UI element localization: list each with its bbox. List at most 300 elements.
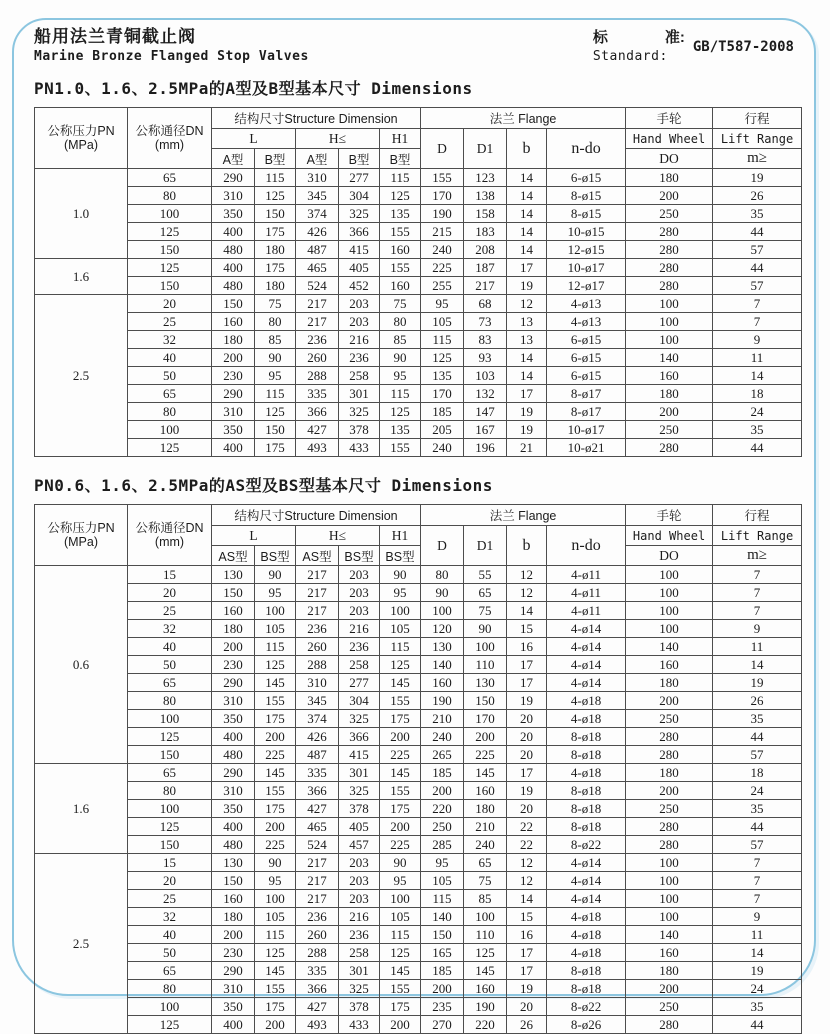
dn-cell: 65 bbox=[128, 764, 212, 782]
dn-cell: 100 bbox=[128, 998, 212, 1016]
dn-cell: 150 bbox=[128, 241, 212, 259]
value-cell: 180 bbox=[212, 620, 255, 638]
value-cell: 85 bbox=[464, 890, 507, 908]
value-cell: 155 bbox=[380, 439, 421, 457]
value-cell: 217 bbox=[464, 277, 507, 295]
value-cell: 250 bbox=[626, 710, 713, 728]
value-cell: 145 bbox=[464, 764, 507, 782]
value-cell: 350 bbox=[212, 421, 255, 439]
value-cell: 14 bbox=[713, 944, 802, 962]
value-cell: 100 bbox=[380, 602, 421, 620]
value-cell: 310 bbox=[212, 403, 255, 421]
value-cell: 465 bbox=[296, 818, 339, 836]
value-cell: 236 bbox=[296, 331, 339, 349]
value-cell: 426 bbox=[296, 223, 339, 241]
dn-cell: 32 bbox=[128, 620, 212, 638]
value-cell: 14 bbox=[507, 349, 547, 367]
value-cell: 14 bbox=[507, 169, 547, 187]
header-lift-sym: m≥ bbox=[713, 149, 802, 169]
value-cell: 200 bbox=[626, 403, 713, 421]
value-cell: 217 bbox=[296, 566, 339, 584]
table-row bbox=[35, 728, 802, 746]
value-cell: 405 bbox=[339, 818, 380, 836]
value-cell: 100 bbox=[255, 890, 296, 908]
value-cell: 17 bbox=[507, 656, 547, 674]
value-cell: 493 bbox=[296, 1016, 339, 1034]
dimensions-table-a-b bbox=[34, 107, 802, 457]
value-cell: 9 bbox=[713, 620, 802, 638]
value-cell: 175 bbox=[255, 439, 296, 457]
value-cell: 135 bbox=[380, 421, 421, 439]
value-cell: 180 bbox=[626, 169, 713, 187]
dn-cell: 50 bbox=[128, 944, 212, 962]
value-cell: 105 bbox=[255, 908, 296, 926]
value-cell: 345 bbox=[296, 187, 339, 205]
value-cell: 200 bbox=[212, 638, 255, 656]
header-b: b bbox=[507, 129, 547, 169]
header-handwheel-en: Hand Wheel bbox=[626, 526, 713, 546]
value-cell: 220 bbox=[464, 1016, 507, 1034]
value-cell: 90 bbox=[380, 854, 421, 872]
value-cell: 44 bbox=[713, 223, 802, 241]
value-cell: 100 bbox=[626, 908, 713, 926]
value-cell: 175 bbox=[255, 710, 296, 728]
value-cell: 190 bbox=[421, 692, 464, 710]
value-cell: 200 bbox=[255, 818, 296, 836]
value-cell: 255 bbox=[421, 277, 464, 295]
value-cell: 95 bbox=[255, 584, 296, 602]
value-cell: 378 bbox=[339, 998, 380, 1016]
value-cell: 44 bbox=[713, 818, 802, 836]
value-cell: 75 bbox=[464, 602, 507, 620]
value-cell: 125 bbox=[380, 187, 421, 205]
header-handwheel-en: Hand Wheel bbox=[626, 129, 713, 149]
dn-cell: 80 bbox=[128, 403, 212, 421]
value-cell: 14 bbox=[507, 205, 547, 223]
value-cell: 433 bbox=[339, 1016, 380, 1034]
value-cell: 185 bbox=[421, 764, 464, 782]
value-cell: 260 bbox=[296, 349, 339, 367]
value-cell: 4-ø11 bbox=[547, 584, 626, 602]
value-cell: 187 bbox=[464, 259, 507, 277]
dn-cell: 65 bbox=[128, 385, 212, 403]
table-row bbox=[35, 908, 802, 926]
value-cell: 155 bbox=[380, 692, 421, 710]
table-row bbox=[35, 782, 802, 800]
header-handwheel-sym: DO bbox=[626, 149, 713, 169]
value-cell: 4-ø11 bbox=[547, 566, 626, 584]
value-cell: 8-ø22 bbox=[547, 998, 626, 1016]
value-cell: 65 bbox=[464, 854, 507, 872]
header-pressure-cn: 公称压力PN bbox=[47, 521, 115, 535]
value-cell: 160 bbox=[380, 241, 421, 259]
value-cell: 17 bbox=[507, 944, 547, 962]
table-row bbox=[35, 872, 802, 890]
header-dn bbox=[128, 108, 212, 169]
value-cell: 236 bbox=[339, 349, 380, 367]
value-cell: 4-ø18 bbox=[547, 692, 626, 710]
value-cell: 125 bbox=[380, 944, 421, 962]
value-cell: 378 bbox=[339, 800, 380, 818]
table-header bbox=[35, 505, 802, 566]
header-D: D bbox=[421, 129, 464, 169]
dn-cell: 125 bbox=[128, 439, 212, 457]
value-cell: 288 bbox=[296, 367, 339, 385]
value-cell: 19 bbox=[507, 782, 547, 800]
pressure-group-cell: 0.6 bbox=[35, 566, 128, 764]
value-cell: 350 bbox=[212, 205, 255, 223]
header-dn-unit: (mm) bbox=[154, 138, 185, 152]
value-cell: 250 bbox=[626, 421, 713, 439]
value-cell: 200 bbox=[380, 818, 421, 836]
table-row bbox=[35, 800, 802, 818]
value-cell: 200 bbox=[626, 782, 713, 800]
value-cell: 236 bbox=[296, 908, 339, 926]
value-cell: 11 bbox=[713, 926, 802, 944]
value-cell: 240 bbox=[464, 836, 507, 854]
dn-cell: 50 bbox=[128, 656, 212, 674]
value-cell: 8-ø18 bbox=[547, 800, 626, 818]
standard-value: GB/T587-2008 bbox=[692, 38, 794, 55]
value-cell: 160 bbox=[380, 277, 421, 295]
value-cell: 68 bbox=[464, 295, 507, 313]
table-row bbox=[35, 241, 802, 259]
dn-cell: 65 bbox=[128, 169, 212, 187]
value-cell: 203 bbox=[339, 872, 380, 890]
table-row bbox=[35, 439, 802, 457]
value-cell: 20 bbox=[507, 998, 547, 1016]
value-cell: 105 bbox=[421, 313, 464, 331]
value-cell: 115 bbox=[421, 890, 464, 908]
value-cell: 100 bbox=[380, 890, 421, 908]
value-cell: 167 bbox=[464, 421, 507, 439]
value-cell: 415 bbox=[339, 746, 380, 764]
value-cell: 85 bbox=[380, 331, 421, 349]
value-cell: 285 bbox=[421, 836, 464, 854]
value-cell: 200 bbox=[255, 728, 296, 746]
dn-cell: 125 bbox=[128, 728, 212, 746]
pressure-group-cell: 2.5 bbox=[35, 295, 128, 457]
table-row bbox=[35, 710, 802, 728]
dn-cell: 20 bbox=[128, 295, 212, 313]
header-pressure-cn: 公称压力PN bbox=[47, 124, 115, 138]
value-cell: 90 bbox=[255, 566, 296, 584]
value-cell: 280 bbox=[626, 818, 713, 836]
table-row bbox=[35, 385, 802, 403]
value-cell: 150 bbox=[212, 584, 255, 602]
value-cell: 95 bbox=[380, 584, 421, 602]
value-cell: 57 bbox=[713, 746, 802, 764]
header-H-typeA: A型 bbox=[296, 149, 339, 169]
value-cell: 138 bbox=[464, 187, 507, 205]
value-cell: 35 bbox=[713, 710, 802, 728]
value-cell: 19 bbox=[713, 962, 802, 980]
value-cell: 73 bbox=[464, 313, 507, 331]
value-cell: 7 bbox=[713, 854, 802, 872]
table-row bbox=[35, 980, 802, 998]
value-cell: 26 bbox=[507, 1016, 547, 1034]
header-handwheel-cn: 手轮 bbox=[626, 108, 713, 129]
value-cell: 14 bbox=[507, 223, 547, 241]
dn-cell: 125 bbox=[128, 259, 212, 277]
value-cell: 22 bbox=[507, 836, 547, 854]
header-handwheel-cn: 手轮 bbox=[626, 505, 713, 526]
value-cell: 8-ø15 bbox=[547, 205, 626, 223]
value-cell: 160 bbox=[464, 782, 507, 800]
value-cell: 290 bbox=[212, 674, 255, 692]
value-cell: 196 bbox=[464, 439, 507, 457]
value-cell: 217 bbox=[296, 890, 339, 908]
value-cell: 90 bbox=[255, 854, 296, 872]
section-title-table2: PN0.6、1.6、2.5MPa的AS型及BS型基本尺寸 Dimensions bbox=[34, 476, 493, 495]
value-cell: 277 bbox=[339, 674, 380, 692]
value-cell: 4-ø18 bbox=[547, 944, 626, 962]
value-cell: 217 bbox=[296, 872, 339, 890]
value-cell: 158 bbox=[464, 205, 507, 223]
table-row bbox=[35, 764, 802, 782]
value-cell: 110 bbox=[464, 656, 507, 674]
value-cell: 200 bbox=[212, 926, 255, 944]
value-cell: 8-ø18 bbox=[547, 746, 626, 764]
value-cell: 140 bbox=[421, 908, 464, 926]
value-cell: 155 bbox=[380, 782, 421, 800]
header-ndo: n-do bbox=[547, 129, 626, 169]
header-L-typeA: AS型 bbox=[212, 546, 255, 566]
value-cell: 12 bbox=[507, 566, 547, 584]
header-H1: H1 bbox=[380, 129, 421, 149]
value-cell: 9 bbox=[713, 908, 802, 926]
value-cell: 85 bbox=[255, 331, 296, 349]
value-cell: 155 bbox=[421, 169, 464, 187]
value-cell: 145 bbox=[255, 674, 296, 692]
value-cell: 26 bbox=[713, 187, 802, 205]
value-cell: 180 bbox=[626, 962, 713, 980]
value-cell: 20 bbox=[507, 710, 547, 728]
value-cell: 75 bbox=[380, 295, 421, 313]
value-cell: 258 bbox=[339, 656, 380, 674]
document-page bbox=[12, 18, 816, 1034]
value-cell: 100 bbox=[421, 602, 464, 620]
table-body bbox=[35, 169, 802, 457]
value-cell: 90 bbox=[380, 349, 421, 367]
value-cell: 225 bbox=[255, 836, 296, 854]
value-cell: 236 bbox=[339, 926, 380, 944]
value-cell: 225 bbox=[464, 746, 507, 764]
value-cell: 208 bbox=[464, 241, 507, 259]
value-cell: 4-ø14 bbox=[547, 872, 626, 890]
header-dn-unit: (mm) bbox=[154, 535, 185, 549]
value-cell: 12 bbox=[507, 295, 547, 313]
value-cell: 6-ø15 bbox=[547, 367, 626, 385]
title-chinese: 船用法兰青铜截止阀 bbox=[34, 27, 196, 46]
table-row bbox=[35, 998, 802, 1016]
value-cell: 160 bbox=[464, 980, 507, 998]
value-cell: 4-ø18 bbox=[547, 908, 626, 926]
header-L: L bbox=[212, 526, 296, 546]
dn-cell: 25 bbox=[128, 602, 212, 620]
value-cell: 147 bbox=[464, 403, 507, 421]
standard-block bbox=[593, 28, 794, 65]
value-cell: 203 bbox=[339, 602, 380, 620]
value-cell: 80 bbox=[421, 566, 464, 584]
value-cell: 8-ø18 bbox=[547, 782, 626, 800]
header-H1-typeB: B型 bbox=[380, 149, 421, 169]
value-cell: 280 bbox=[626, 439, 713, 457]
value-cell: 6-ø15 bbox=[547, 331, 626, 349]
value-cell: 465 bbox=[296, 259, 339, 277]
value-cell: 95 bbox=[421, 854, 464, 872]
value-cell: 217 bbox=[296, 584, 339, 602]
value-cell: 280 bbox=[626, 277, 713, 295]
dn-cell: 100 bbox=[128, 800, 212, 818]
value-cell: 366 bbox=[296, 980, 339, 998]
value-cell: 105 bbox=[380, 620, 421, 638]
value-cell: 180 bbox=[626, 674, 713, 692]
value-cell: 14 bbox=[507, 890, 547, 908]
value-cell: 160 bbox=[212, 602, 255, 620]
header-flange-group: 法兰 Flange bbox=[421, 505, 626, 526]
pressure-group-cell: 1.6 bbox=[35, 764, 128, 854]
value-cell: 200 bbox=[255, 1016, 296, 1034]
value-cell: 145 bbox=[380, 764, 421, 782]
dn-cell: 15 bbox=[128, 566, 212, 584]
value-cell: 480 bbox=[212, 241, 255, 259]
value-cell: 35 bbox=[713, 800, 802, 818]
value-cell: 165 bbox=[421, 944, 464, 962]
value-cell: 44 bbox=[713, 728, 802, 746]
value-cell: 374 bbox=[296, 710, 339, 728]
value-cell: 26 bbox=[713, 692, 802, 710]
value-cell: 44 bbox=[713, 259, 802, 277]
header-H: H≤ bbox=[296, 526, 380, 546]
value-cell: 57 bbox=[713, 836, 802, 854]
table-row bbox=[35, 962, 802, 980]
value-cell: 4-ø14 bbox=[547, 638, 626, 656]
value-cell: 433 bbox=[339, 439, 380, 457]
value-cell: 310 bbox=[212, 980, 255, 998]
value-cell: 10-ø17 bbox=[547, 421, 626, 439]
dn-cell: 65 bbox=[128, 962, 212, 980]
value-cell: 240 bbox=[421, 439, 464, 457]
table-row bbox=[35, 403, 802, 421]
dn-cell: 40 bbox=[128, 926, 212, 944]
table-row bbox=[35, 169, 802, 187]
header-lift-sym: m≥ bbox=[713, 546, 802, 566]
value-cell: 250 bbox=[626, 800, 713, 818]
value-cell: 93 bbox=[464, 349, 507, 367]
table-row bbox=[35, 584, 802, 602]
value-cell: 130 bbox=[212, 854, 255, 872]
value-cell: 140 bbox=[626, 926, 713, 944]
table-row bbox=[35, 746, 802, 764]
value-cell: 130 bbox=[464, 674, 507, 692]
value-cell: 155 bbox=[255, 980, 296, 998]
value-cell: 260 bbox=[296, 638, 339, 656]
value-cell: 13 bbox=[507, 313, 547, 331]
value-cell: 8-ø17 bbox=[547, 403, 626, 421]
value-cell: 24 bbox=[713, 782, 802, 800]
value-cell: 325 bbox=[339, 782, 380, 800]
value-cell: 180 bbox=[212, 331, 255, 349]
value-cell: 12 bbox=[507, 854, 547, 872]
value-cell: 180 bbox=[626, 385, 713, 403]
value-cell: 215 bbox=[421, 223, 464, 241]
header-ndo: n-do bbox=[547, 526, 626, 566]
value-cell: 160 bbox=[626, 656, 713, 674]
value-cell: 374 bbox=[296, 205, 339, 223]
table-row bbox=[35, 818, 802, 836]
value-cell: 7 bbox=[713, 295, 802, 313]
value-cell: 203 bbox=[339, 584, 380, 602]
value-cell: 20 bbox=[507, 746, 547, 764]
value-cell: 115 bbox=[255, 638, 296, 656]
value-cell: 185 bbox=[421, 403, 464, 421]
value-cell: 10-ø17 bbox=[547, 259, 626, 277]
value-cell: 175 bbox=[380, 998, 421, 1016]
value-cell: 100 bbox=[626, 584, 713, 602]
table-row bbox=[35, 223, 802, 241]
document-header bbox=[34, 26, 794, 72]
value-cell: 310 bbox=[296, 169, 339, 187]
value-cell: 16 bbox=[507, 926, 547, 944]
value-cell: 150 bbox=[255, 421, 296, 439]
dn-cell: 100 bbox=[128, 710, 212, 728]
value-cell: 17 bbox=[507, 764, 547, 782]
dn-cell: 25 bbox=[128, 313, 212, 331]
value-cell: 75 bbox=[255, 295, 296, 313]
value-cell: 140 bbox=[626, 638, 713, 656]
value-cell: 400 bbox=[212, 259, 255, 277]
value-cell: 301 bbox=[339, 764, 380, 782]
value-cell: 20 bbox=[507, 728, 547, 746]
value-cell: 335 bbox=[296, 385, 339, 403]
standard-cn-char2: 准: bbox=[664, 29, 685, 46]
value-cell: 7 bbox=[713, 602, 802, 620]
value-cell: 8-ø18 bbox=[547, 728, 626, 746]
header-D1: D1 bbox=[464, 129, 507, 169]
header-handwheel-sym: DO bbox=[626, 546, 713, 566]
value-cell: 304 bbox=[339, 187, 380, 205]
value-cell: 19 bbox=[507, 980, 547, 998]
value-cell: 203 bbox=[339, 890, 380, 908]
value-cell: 310 bbox=[296, 674, 339, 692]
value-cell: 524 bbox=[296, 277, 339, 295]
header-H1-typeB: BS型 bbox=[380, 546, 421, 566]
value-cell: 216 bbox=[339, 331, 380, 349]
value-cell: 175 bbox=[255, 223, 296, 241]
value-cell: 250 bbox=[421, 818, 464, 836]
value-cell: 100 bbox=[626, 295, 713, 313]
value-cell: 175 bbox=[255, 800, 296, 818]
header-L: L bbox=[212, 129, 296, 149]
table-row bbox=[35, 1016, 802, 1034]
value-cell: 175 bbox=[255, 998, 296, 1016]
header-structure-group: 结构尺寸Structure Dimension bbox=[212, 108, 421, 129]
value-cell: 190 bbox=[421, 205, 464, 223]
value-cell: 100 bbox=[464, 908, 507, 926]
value-cell: 150 bbox=[255, 205, 296, 223]
value-cell: 7 bbox=[713, 872, 802, 890]
value-cell: 8-ø26 bbox=[547, 1016, 626, 1034]
value-cell: 160 bbox=[626, 367, 713, 385]
value-cell: 325 bbox=[339, 980, 380, 998]
header-lift-en: Lift Range bbox=[713, 526, 802, 546]
value-cell: 180 bbox=[255, 241, 296, 259]
value-cell: 203 bbox=[339, 295, 380, 313]
value-cell: 310 bbox=[212, 782, 255, 800]
value-cell: 426 bbox=[296, 728, 339, 746]
value-cell: 10-ø21 bbox=[547, 439, 626, 457]
